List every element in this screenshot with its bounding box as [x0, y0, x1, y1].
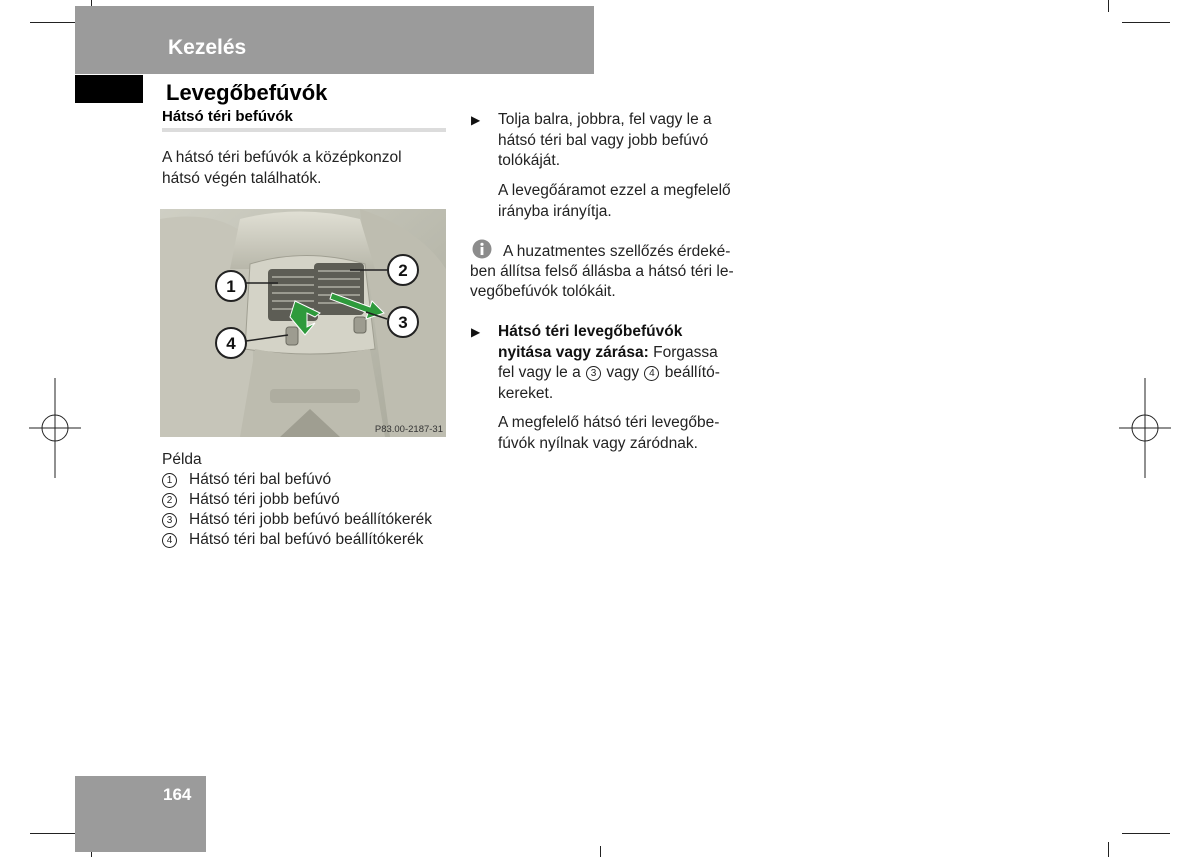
sub-heading-rule — [162, 128, 446, 132]
crop-mark — [600, 846, 601, 857]
intro-line: hátsó végén találhatók. — [162, 169, 322, 187]
bullet-arrow-icon: ▶ — [471, 113, 481, 127]
instruction-line: hátsó téri bal vagy jobb befúvó — [498, 131, 709, 149]
result-line: A megfelelő hátsó téri levegőbe- — [498, 414, 720, 431]
crop-mark — [1122, 833, 1170, 834]
registration-mark-right — [1119, 378, 1171, 478]
callout-1: 1 — [226, 277, 236, 296]
legend-text: Hátsó téri jobb befúvó — [189, 491, 340, 508]
intro-paragraph — [162, 148, 452, 189]
sub-heading: Hátsó téri befúvók — [162, 108, 293, 125]
figure-caption: Példa — [162, 451, 202, 468]
section-marker — [75, 75, 143, 103]
legend-number: 3 — [162, 513, 177, 528]
legend-text: Hátsó téri bal befúvó — [189, 471, 332, 488]
instruction-1-result — [498, 181, 750, 222]
legend-number: 4 — [162, 533, 177, 548]
figure-code: P83.00-2187-31 — [374, 424, 443, 435]
ref-number-4: 4 — [644, 366, 659, 381]
info-icon — [472, 239, 492, 259]
instruction-line: kereket. — [498, 384, 554, 402]
result-line: A levegőáramot ezzel a megfelelő — [498, 182, 731, 199]
legend-number: 1 — [162, 473, 177, 488]
callout-2: 2 — [398, 261, 408, 280]
instruction-line: Tolja balra, jobbra, fel vagy le a — [498, 111, 712, 128]
legend-item — [162, 470, 331, 490]
crop-mark — [30, 22, 78, 23]
instruction-line: beállító- — [664, 364, 720, 381]
header-band — [75, 6, 594, 74]
instruction-line: fel vagy le a — [498, 364, 581, 381]
crop-mark — [1122, 22, 1170, 23]
rear-vents-photo — [160, 209, 446, 437]
registration-mark-left — [29, 378, 81, 478]
instruction-line: vagy — [606, 364, 640, 381]
ref-number-3: 3 — [586, 366, 601, 381]
legend-item — [162, 490, 340, 510]
section-title: Levegőbefúvók — [166, 80, 328, 105]
legend-text: Hátsó téri bal befúvó beállítókerék — [189, 531, 424, 548]
instruction-2 — [498, 322, 758, 404]
instruction-2-result — [498, 413, 758, 454]
note-line-3: vegőbefúvók tolókáit. — [470, 283, 616, 300]
chapter-title: Kezelés — [168, 36, 247, 59]
intro-line: A hátsó téri befúvók a középkonzol — [162, 149, 402, 166]
note-line-2: ben állítsa felső állásba a hátsó téri le- — [470, 263, 734, 280]
instruction-line: tolókáját. — [498, 152, 561, 169]
crop-mark — [1108, 0, 1109, 12]
crop-mark — [1108, 842, 1109, 857]
callout-4: 4 — [226, 334, 236, 353]
legend-item — [162, 530, 423, 550]
instruction-1 — [498, 110, 750, 172]
instruction-line: Forgassa — [653, 343, 718, 361]
legend-item — [162, 510, 432, 530]
note-line-1: A huzatmentes szellőzés érdeké- — [503, 243, 731, 260]
instruction-bold: nyitása vagy zárása: — [498, 343, 649, 361]
crop-mark — [30, 833, 78, 834]
legend-number: 2 — [162, 493, 177, 508]
page-number: 164 — [163, 785, 192, 804]
result-line: fúvók nyílnak vagy záródnak. — [498, 434, 698, 452]
instruction-bold: Hátsó téri levegőbefúvók — [498, 323, 683, 340]
result-line: irányba irányítja. — [498, 202, 612, 220]
legend-text: Hátsó téri jobb befúvó beállítókerék — [189, 511, 432, 528]
callout-3: 3 — [398, 313, 408, 332]
bullet-arrow-icon: ▶ — [471, 325, 481, 339]
